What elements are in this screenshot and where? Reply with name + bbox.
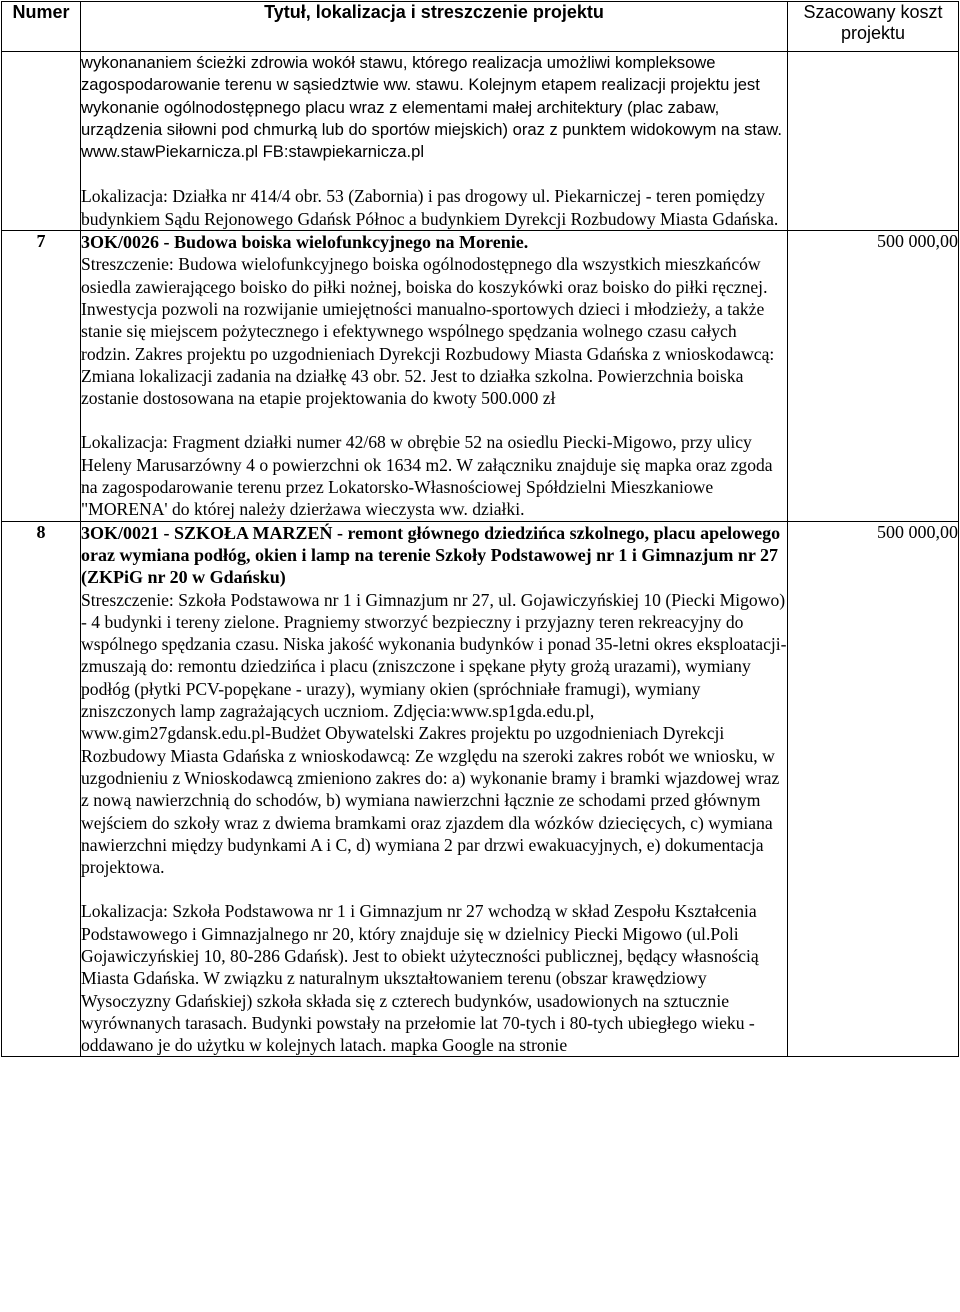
row-8-location: Lokalizacja: Szkoła Podstawowa nr 1 i Gimnazjum nr 27 wchodzą w skład Zespołu Kształcenia Podstawowego i Gimnazjalnego nr 20, który znajduje się w dzielnicy Piecki Migowo (ul.Poli Gojawiczyńskiej 10, 80-286 Gdańsk). Jest to obiekt użyteczności publicznej, będący własnością Miasta Gdańska. W związku z naturalnym ukształtowaniem terenu (obszar krawędziowy Wysoczyzny Gdańskiej) szkoła składa się z czterech budynków, usadowionych na sztucznie wyrównanych tarasach. Budynki powstały na przełomie lat 70-tych i 80-tych ubiegłego wieku - oddawano je do użytku w kolejnych latach. mapka Google na stronie	[81, 901, 759, 1056]
row-8-summary: Streszczenie: Szkoła Podstawowa nr 1 i Gimnazjum nr 27, ul. Gojawiczyńskiej 10 (Piecki Migowo) - 4 budynki i tereny zielone. Pragniemy stworzyć bezpieczny i przyjazny teren rekreacyjny do wspólnego spędzania czasu. Niska jakość wykonania budynków i ponad 35-letni okres eksploatacji-zmuszają do: remontu dziedzińca i placu (zniszczone i spękane płyty grożą urazami), wymiany podłóg (płytki PCV-popękane - urazy), wymiany okien (spróchniałe framugi), wymiany zniszczonych lamp zagrażających uczniom. Zdjęcia:www.sp1gda.edu.pl, www.gim27gdansk.edu.pl-Budżet Obywatelski Zakres projektu po uzgodnieniach Dyrekcji Rozbudowy Miasta Gdańska z wnioskodawcą: Ze względu na szeroki zakres robót we wniosku, w uzgodnieniu z Wnioskodawcą zmieniono zakres do: a) wykonanie bramy i bramki wjazdowej wraz z nową nawierzchnią do schodów, b) wymiana nawierzchni łącznie ze schodami przed głównym wejściem do szkoły wraz z dwiema bramkami oraz zjazdem dla wózków dziecięcych, c) wymiana nawierzchni między budynkami A i C, d) wymiana 2 par drzwi ewakuacyjnych, e) dokumentacja projektowa.	[81, 589, 787, 878]
row-7-location: Lokalizacja: Fragment działki numer 42/68 w obrębie 52 na osiedlu Piecki-Migowo, przy ulicy Heleny Marusarzówny 4 o powierzchni ok 1634 m2. W załączniku znajduje się mapka oraz zgoda na zagospodarowanie terenu przez Lokatorsko-Własnościowej Spółdzielni Mieszkaniowe "MORENA' do której należy dzierżawa wieczysta ww. działki.	[81, 432, 773, 520]
header-number: Numer	[2, 2, 81, 52]
row-8-description	[81, 521, 788, 1057]
projects-table	[1, 1, 959, 1057]
row-7-cost: 500 000,00	[788, 231, 959, 522]
row-continued-cost	[788, 52, 959, 231]
row-continued-number	[2, 52, 81, 231]
table-header-row	[2, 2, 959, 52]
row-8-title: 3OK/0021 - SZKOŁA MARZEŃ - remont głównego dziedzińca szkolnego, placu apelowego oraz wymiana podłóg, okien i lamp na terenie Szkoły Podstawowej nr 1 i Gimnazjum nr 27 (ZKPiG nr 20 w Gdańsku)	[81, 522, 781, 588]
table-row-continued	[2, 52, 959, 231]
row-continued-location: Lokalizacja: Działka nr 414/4 obr. 53 (Zabornia) i pas drogowy ul. Piekarniczej - teren pomiędzy budynkiem Sądu Rejonowego Gdańsk Północ a budynkiem Dyrekcji Rozbudowy Miasta Gdańska.	[81, 186, 779, 229]
row-continued-description	[81, 52, 788, 231]
table-row-7	[2, 231, 959, 522]
table-row-8	[2, 521, 959, 1057]
row-8-number: 8	[2, 521, 81, 1057]
row-7-summary: Streszczenie: Budowa wielofunkcyjnego boiska ogólnodostępnego dla wszystkich mieszkańców osiedla zawierającego boisko do piłki nożnej, boiska do koszykówki oraz boisko do piłki ręcznej. Inwestycja pozwoli na rozwijanie umiejętności manualno-sportowych dzieci i młodzieży, a także stanie się miejscem pożytecznego i efektywnego wspólnego spędzania wolnego czasu całych rodzin. Zakres projektu po uzgodnieniach Dyrekcji Rozbudowy Miasta Gdańska z wnioskodawcą: Zmiana lokalizacji zadania na działkę 43 obr. 52. Jest to działka szkolna. Powierzchnia boiska zostanie dostosowana na etapie projektowania do kwoty 500.000 zł	[81, 254, 775, 409]
row-7-number: 7	[2, 231, 81, 522]
row-8-cost: 500 000,00	[788, 521, 959, 1057]
row-7-title: 3OK/0026 - Budowa boiska wielofunkcyjnego na Morenie.	[81, 232, 529, 253]
header-title: Tytuł, lokalizacja i streszczenie projektu	[81, 2, 788, 52]
row-continued-summary: wykonananiem ścieżki zdrowia wokół stawu, którego realizacja umożliwi kompleksowe zagospodarowanie terenu w sąsiedztwie ww. stawu. Kolejnym etapem realizacji projektu jest wykonanie ogólnodostępnego placu wraz z elementami małej architektury (plac zabaw, urządzenia siłowni pod chmurką lub do sportów miejskich) oraz z punktem widokowym na staw. www.stawPiekarnicza.pl FB:stawpiekarnicza.pl	[81, 53, 782, 162]
row-7-description	[81, 231, 788, 522]
header-cost: Szacowany koszt projektu	[788, 2, 959, 52]
